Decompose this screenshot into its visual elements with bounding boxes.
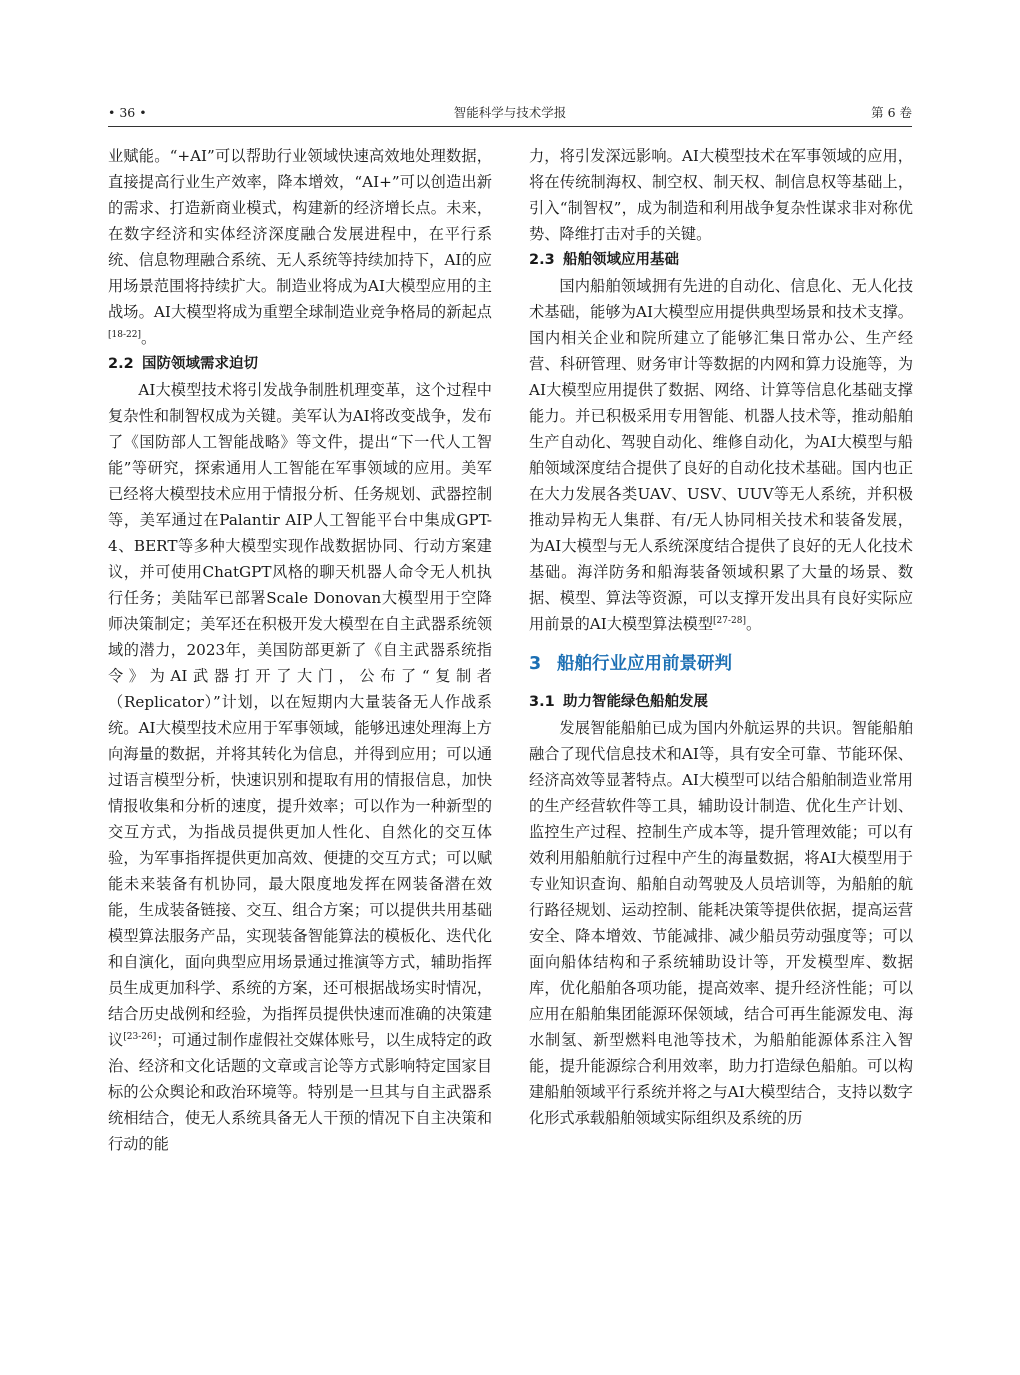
section-title: 船舶领域应用基础 <box>563 252 679 268</box>
left-column <box>108 143 492 1157</box>
section-title: 助力智能绿色船舶发展 <box>563 694 708 710</box>
right-column <box>529 143 913 1131</box>
paragraph-smart-green-ship: 发展智能船舶已成为国内外航运界的共识。智能船舶融合了现代信息技术和AI等，具有安全可靠、节能环保、经济高效等显著特点。AI大模型可以结合船舶制造业常用的生产经营软件等工具，辅助设计制造、优化生产计划、监控生产过程、控制生产成本等，提升管理效能；可以有效利用船舶航行过程中产生的海量数据，将AI大模型用于专业知识查询、船舶自动驾驶及人员培训等，为船舶的航行路径规划、运动控制、能耗决策等提供依据，提高运营安全、降本增效、节能减排、减少船员劳动强度等；可以面向船体结构和子系统辅助设计等，开发模型库、数据库，优化船舶各项功能，提高效率、提升经济性能；可以应用在船舶集团能源环保领域，结合可再生能源发电、海水制氢、新型燃料电池等技术，为船舶能源体系注入智能，提升能源综合利用效率，助力打造绿色船舶。可以构建船舶领域平行系统并将之与AI大模型结合，支持以数字化形式承载船舶领域实际组织及系统的历 <box>529 719 913 1127</box>
page-number: • 36 • <box>108 105 147 120</box>
citation[interactable]: [18-22] <box>108 330 141 340</box>
section-heading-3 <box>529 651 913 677</box>
section-number: 3 <box>529 654 542 674</box>
section-title: 国防领域需求迫切 <box>142 356 258 372</box>
section-title: 船舶行业应用前景研判 <box>557 654 732 674</box>
section-number: 2.2 <box>108 356 134 372</box>
section-number: 2.3 <box>529 252 555 268</box>
paragraph-defense: AI大模型技术将引发战争制胜机理变革，这个过程中复杂性和制智权成为关键。美军认为AI将改变战争，发布了《国防部人工智能战略》等文件，提出“下一代人工智能”等研究，探索通用人工智能在军事领域的应用。美军已经将大模型技术应用于情报分析、任务规划、武器控制等，美军通过在Palantir AIP人工智能平台中集成GPT-4、BERT等多种大模型实现作战数据协同、行动方案建议，并可使用ChatGPT风格的聊天机器人命令无人机执行任务；美陆军已部署Scale Donovan大模型用于空降师决策制定；美军还在积极开发大模型在自主武器系统领域的潜力，2023年，美国防部更新了《自主武器系统指令》为AI武器打开了大门，公布了“复制者（Replicator）”计划，以在短期内大量装备无人作战系统。AI大模型技术应用于军事领域，能够迅速处理海上方向海量的数据，并将其转化为信息，并得到应用；可以通过语言模型分析，快速识别和提取有用的情报信息，加快情报收集和分析的速度，提升效率；可以作为一种新型的交互方式，为指战员提供更加人性化、自然化的交互体验，为军事指挥提供更加高效、便捷的交互方式；可以赋能未来装备有机协同，最大限度地发挥在网装备潜在效能，生成装备链接、交互、组合方案；可以提供共用基础模型算法服务产品，实现装备智能算法的模板化、迭代化和自演化，面向典型应用场景通过推演等方式，辅助指挥员生成更加科学、系统的方案，还可根据战场实时情况，结合历史战例和经验，为指挥员提供快速而准确的决策建议[23-26]；可通过制作虚假社交媒体账号，以生成特定的政治、经济和文化话题的文章或言论等方式影响特定国家目标的公众舆论和政治环境等。特别是一旦其与自主武器系统相结合，使无人系统具备无人干预的情况下自主决策和行动的能 <box>108 381 492 1153</box>
paragraph-continued: 业赋能。“+AI”可以帮助行业领域快速高效地处理数据，直接提高行业生产效率，降本增效，“AI+”可以创造出新的需求、打造新商业模式，构建新的经济增长点。未来，在数字经济和实体经济深度融合发展进程中，在平行系统、信息物理融合系统、无人系统等持续加持下，AI的应用场景范围将持续扩大。制造业将成为AI大模型应用的主战场。AI大模型将成为重塑全球制造业竞争格局的新起点[18-22]。 <box>108 147 492 347</box>
section-number: 3.1 <box>529 694 555 710</box>
section-heading-3-1 <box>529 689 913 715</box>
paragraph-continued: 力，将引发深远影响。AI大模型技术在军事领域的应用，将在传统制海权、制空权、制天权、制信息权等基础上，引入“制智权”，成为制造和利用战争复杂性谋求非对称优势、降维打击对手的关键。 <box>529 147 913 243</box>
paragraph-ship-foundation: 国内船舶领域拥有先进的自动化、信息化、无人化技术基础，能够为AI大模型应用提供典型场景和技术支撑。国内相关企业和院所建立了能够汇集日常办公、生产经营、科研管理、财务审计等数据的内网和算力设施等，为AI大模型应用提供了数据、网络、计算等信息化基础支撑能力。并已积极采用专用智能、机器人技术等，推动船舶生产自动化、驾驶自动化、维修自动化，为AI大模型与船舶领域深度结合提供了良好的自动化技术基础。国内也正在大力发展各类UAV、USV、UUV等无人系统，并积极推动异构无人集群、有/无人协同相关技术和装备发展，为AI大模型与无人系统深度结合提供了良好的无人化技术基础。海洋防务和船海装备领域积累了大量的场景、数据、模型、算法等资源，可以支撑开发出具有良好实际应用前景的AI大模型算法模型[27-28]。 <box>529 277 913 633</box>
citation[interactable]: [27-28] <box>713 616 746 626</box>
header-rule <box>108 126 912 127</box>
journal-title: 智能科学与技术学报 <box>453 105 567 120</box>
section-heading-2-2 <box>108 351 492 377</box>
running-header <box>108 103 912 123</box>
citation[interactable]: [23-26] <box>123 1032 157 1042</box>
volume-label: 第 6 卷 <box>871 105 912 120</box>
section-heading-2-3 <box>529 247 913 273</box>
